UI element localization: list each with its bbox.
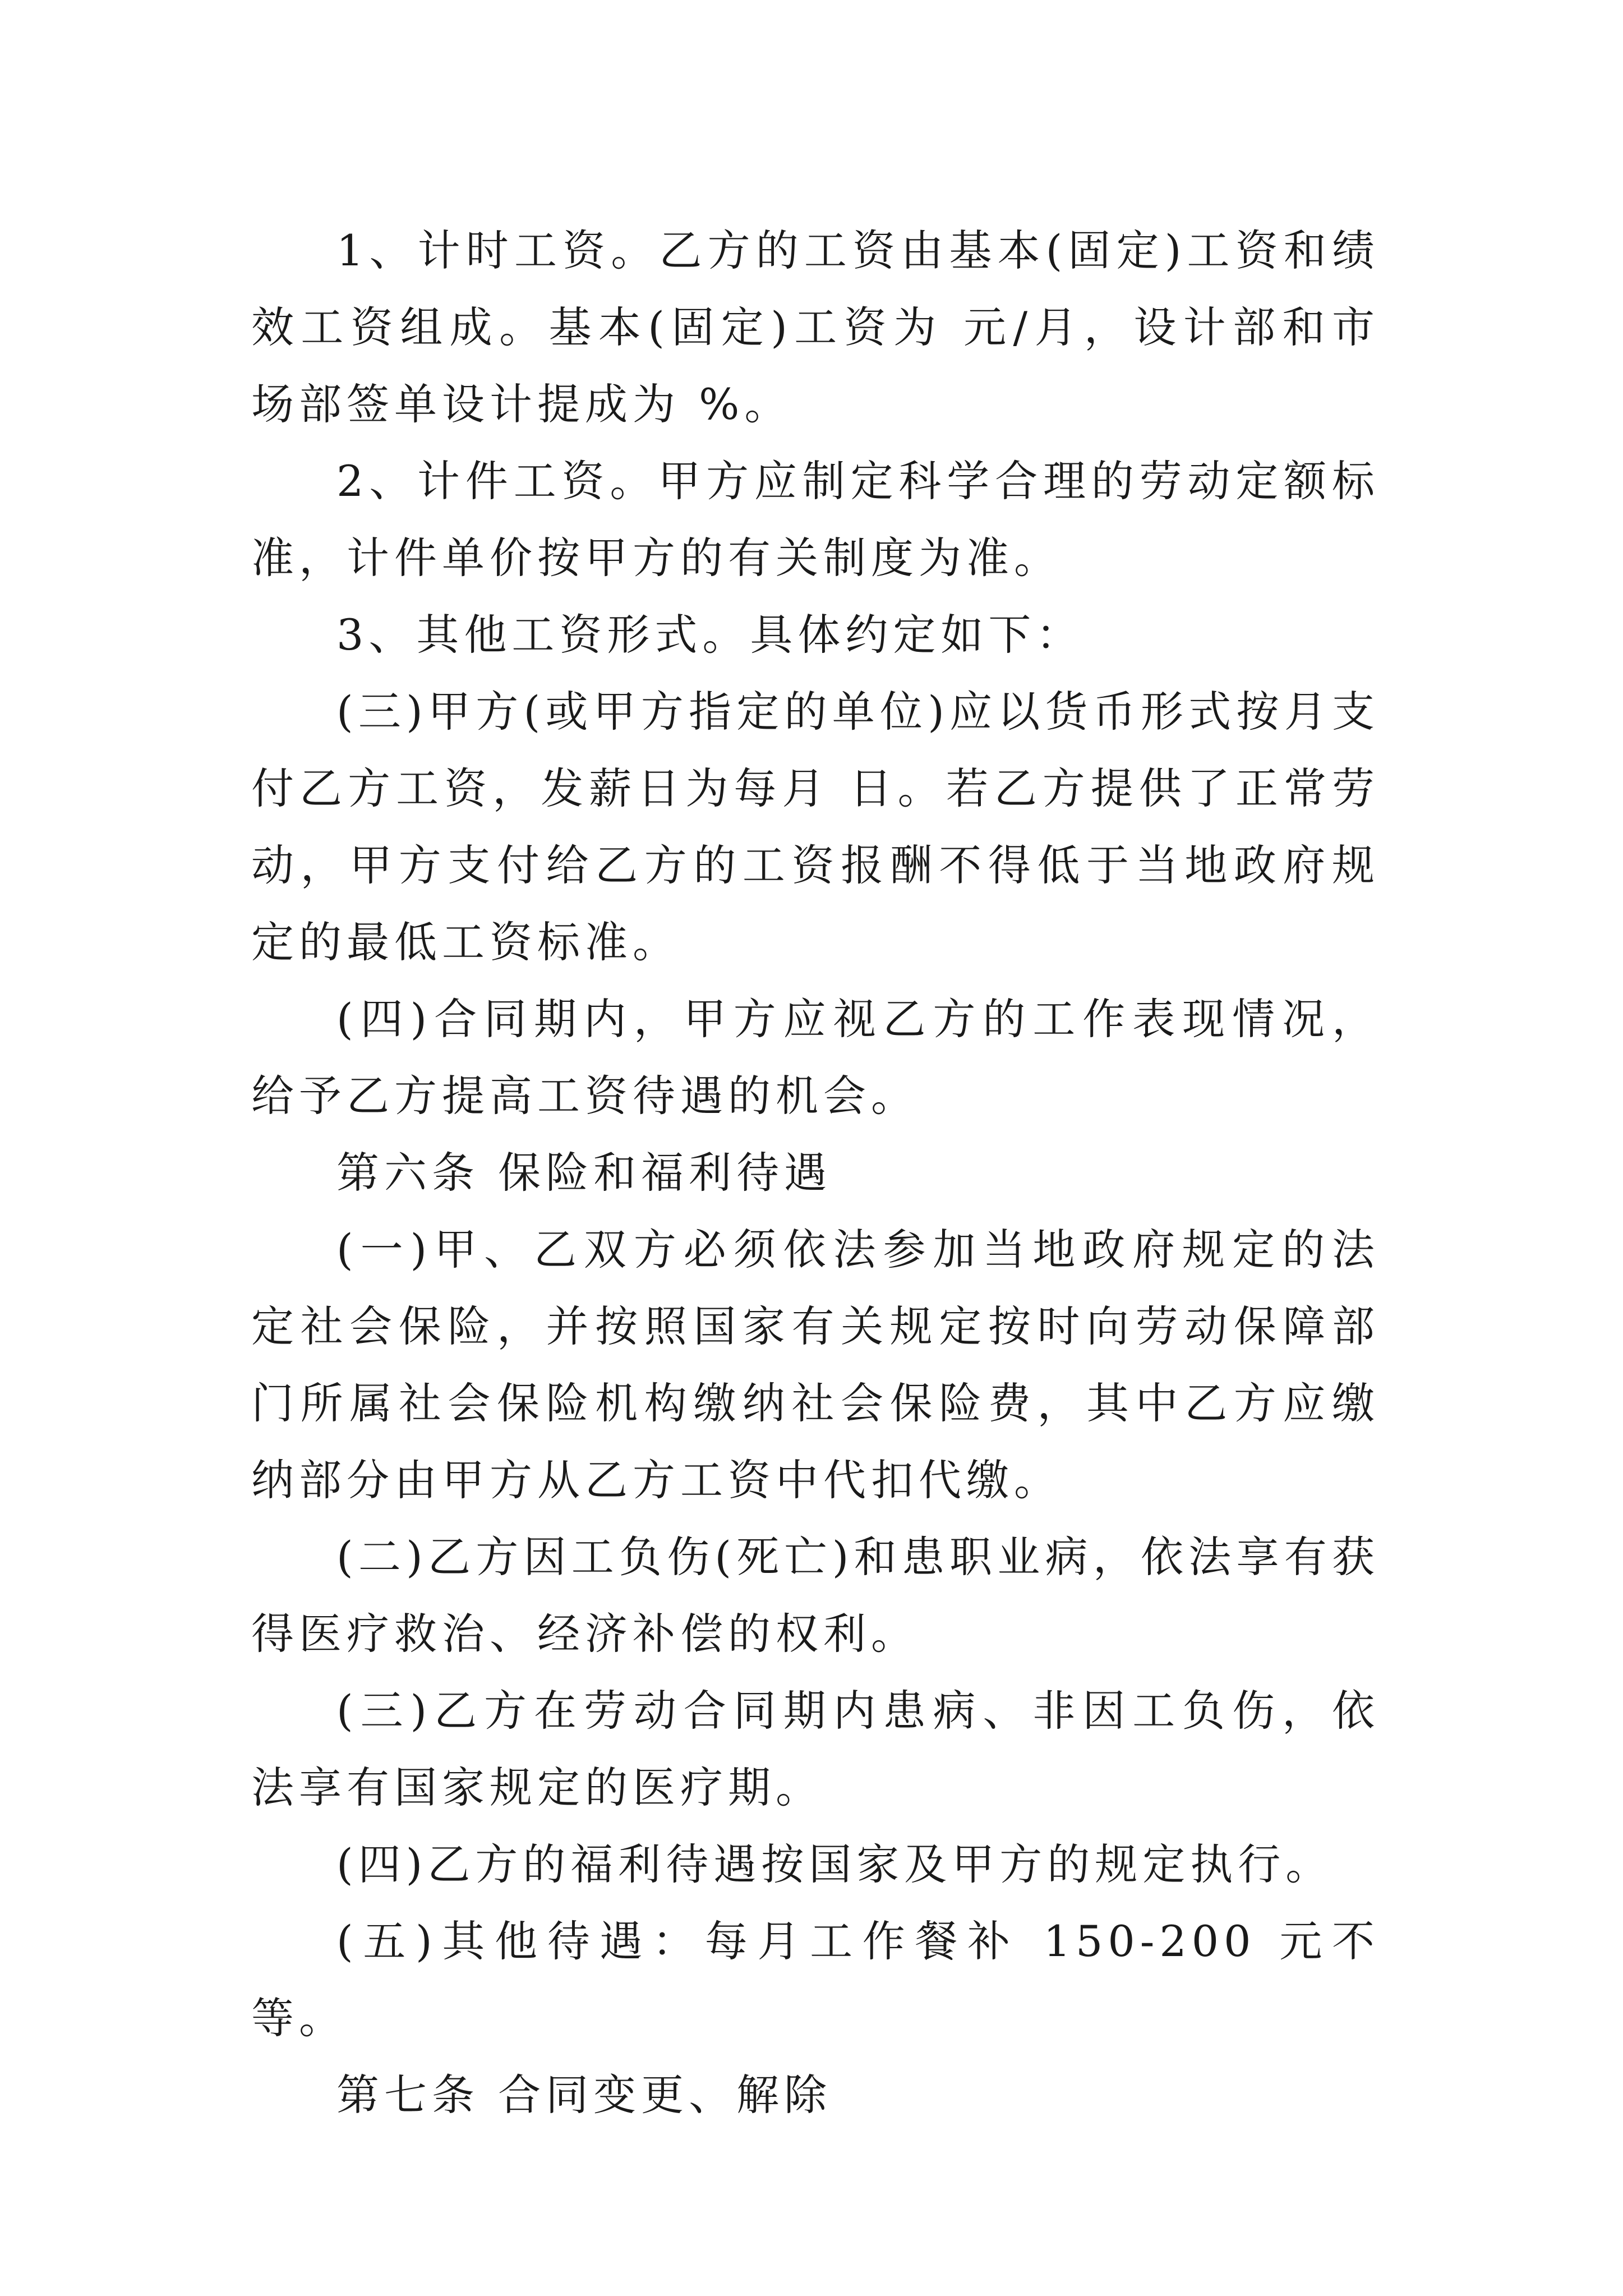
- paragraph-raise: (四)合同期内，甲方应视乙方的工作表现情况，给予乙方提高工资待遇的机会。: [251, 994, 1380, 1121]
- paragraph-time-wage: 1、计时工资。乙方的工资由基本(固定)工资和绩效工资组成。基本(固定)工资为 元/月，设计部和市场部签单设计提成为 %。: [251, 226, 1380, 429]
- article-six-heading: 第六条 保险和福利待遇: [336, 1148, 832, 1198]
- paragraph-social-insurance: (一)甲、乙双方必须依法参加当地政府规定的法定社会保险，并按照国家有关规定按时向劳动保障部门所属社会保险机构缴纳社会保险费，其中乙方应缴纳部分由甲方从乙方工资中代扣代缴。: [251, 1225, 1380, 1505]
- paragraph-payment: (三)甲方(或甲方指定的单位)应以货币形式按月支付乙方工资，发薪日为每月 日。若乙方提供了正常劳动，甲方支付给乙方的工资报酬不得低于当地政府规定的最低工资标准。: [251, 687, 1380, 967]
- paragraph-medical-period: (三)乙方在劳动合同期内患病、非因工负伤，依法享有国家规定的医疗期。: [251, 1686, 1380, 1812]
- paragraph-piece-wage: 2、计件工资。甲方应制定科学合理的劳动定额标准，计件单价按甲方的有关制度为准。: [251, 456, 1380, 583]
- paragraph-welfare: (四)乙方的福利待遇按国家及甲方的规定执行。: [336, 1839, 1334, 1889]
- paragraph-other-wage: 3、其他工资形式。具体约定如下：: [336, 610, 1084, 660]
- paragraph-meal-allowance: (五)其他待遇：每月工作餐补 150-200 元不等。: [251, 1916, 1380, 2043]
- document-body: [251, 212, 1380, 2133]
- article-seven-heading: 第七条 合同变更、解除: [336, 2070, 832, 2120]
- paragraph-work-injury: (二)乙方因工负伤(死亡)和患职业病，依法享有获得医疗救治、经济补偿的权利。: [251, 1532, 1380, 1659]
